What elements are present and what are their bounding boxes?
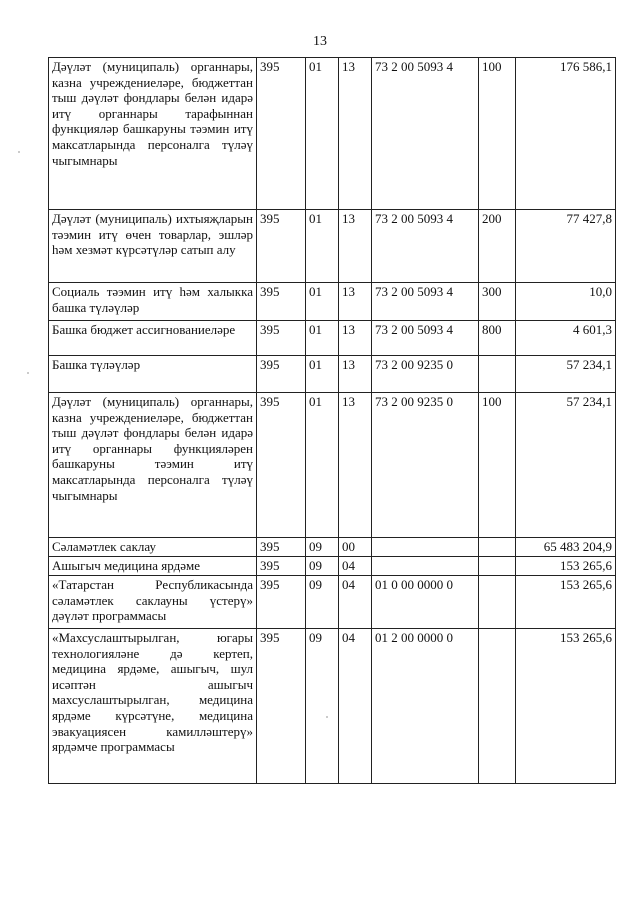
table-row	[49, 629, 616, 784]
row-name-cell: «Махсуслаштырылган, югары технологияләне дә кертеп, медицина ярдәме, ашыгыч, шул исәптән ашыгыч махсуслаштырылган, медицина ярдәме күрсәтүне, медицина эвакуациясен камилләштерү» ярдәмче программасы	[49, 629, 257, 784]
expense-type-cell: 200	[479, 210, 516, 283]
page-number: 13	[313, 34, 327, 49]
expense-type-cell	[479, 356, 516, 393]
subsection-code-cell: 13	[339, 283, 372, 321]
ministry-code-cell: 395	[257, 283, 306, 321]
table-row	[49, 321, 616, 356]
section-code-cell: 01	[306, 321, 339, 356]
row-name-cell: Сәламәтлек саклау	[49, 538, 257, 557]
amount-cell: 65 483 204,9	[516, 538, 616, 557]
subsection-code-cell: 00	[339, 538, 372, 557]
amount-cell: 153 265,6	[516, 557, 616, 576]
target-article-cell	[372, 538, 479, 557]
expense-type-cell	[479, 557, 516, 576]
amount-cell: 153 265,6	[516, 629, 616, 784]
subsection-code-cell: 13	[339, 210, 372, 283]
row-name-cell: Дәүләт (муниципаль) органнары, казна учреждениеләре, бюджеттан тыш дәүләт фондлары белән идарә итү органнары функцияләрен башкаруны тәэмин итү максатларында персоналга түләү чыгымнары	[49, 393, 257, 538]
ministry-code-cell: 395	[257, 321, 306, 356]
target-article-cell: 73 2 00 5093 4	[372, 321, 479, 356]
target-article-cell	[372, 557, 479, 576]
target-article-cell: 73 2 00 5093 4	[372, 283, 479, 321]
section-code-cell: 09	[306, 576, 339, 629]
row-name-cell: «Татарстан Республикасында сәламәтлек саклауны үстерү» дәүләт программасы	[49, 576, 257, 629]
amount-cell: 4 601,3	[516, 321, 616, 356]
expense-type-cell	[479, 576, 516, 629]
subsection-code-cell: 04	[339, 557, 372, 576]
ministry-code-cell: 395	[257, 58, 306, 210]
subsection-code-cell: 13	[339, 58, 372, 210]
ministry-code-cell: 395	[257, 210, 306, 283]
target-article-cell: 73 2 00 5093 4	[372, 58, 479, 210]
row-name-cell: Ашыгыч медицина ярдәме	[49, 557, 257, 576]
table-row	[49, 538, 616, 557]
amount-cell: 77 427,8	[516, 210, 616, 283]
section-code-cell: 09	[306, 629, 339, 784]
subsection-code-cell: 04	[339, 576, 372, 629]
section-code-cell: 09	[306, 557, 339, 576]
target-article-cell: 73 2 00 5093 4	[372, 210, 479, 283]
expense-type-cell	[479, 538, 516, 557]
section-code-cell: 09	[306, 538, 339, 557]
table-row	[49, 58, 616, 210]
ministry-code-cell: 395	[257, 538, 306, 557]
budget-table	[48, 57, 616, 784]
expense-type-cell: 100	[479, 393, 516, 538]
amount-cell: 57 234,1	[516, 393, 616, 538]
subsection-code-cell: 04	[339, 629, 372, 784]
expense-type-cell: 800	[479, 321, 516, 356]
row-name-cell: Башка түләүләр	[49, 356, 257, 393]
row-name-cell: Дәүләт (муниципаль) органнары, казна учреждениеләре, бюджеттан тыш дәүләт фондлары белән идарә итү органнары тарафыннан функцияләр башкаруны тәэмин итү максатларында персоналга түләү чыгымнары	[49, 58, 257, 210]
subsection-code-cell: 13	[339, 393, 372, 538]
ministry-code-cell: 395	[257, 356, 306, 393]
table-row	[49, 393, 616, 538]
target-article-cell: 73 2 00 9235 0	[372, 393, 479, 538]
table-row	[49, 210, 616, 283]
section-code-cell: 01	[306, 393, 339, 538]
row-name-cell: Социаль тәэмин итү һәм халыкка башка түләүләр	[49, 283, 257, 321]
expense-type-cell: 300	[479, 283, 516, 321]
scan-speck	[18, 151, 20, 153]
ministry-code-cell: 395	[257, 557, 306, 576]
amount-cell: 57 234,1	[516, 356, 616, 393]
section-code-cell: 01	[306, 356, 339, 393]
row-name-cell: Дәүләт (муниципаль) ихтыяҗларын тәэмин итү өчен товарлар, эшләр һәм хезмәт күрсәтүләр сатып алу	[49, 210, 257, 283]
table-row	[49, 283, 616, 321]
expense-type-cell: 100	[479, 58, 516, 210]
table-row	[49, 557, 616, 576]
subsection-code-cell: 13	[339, 321, 372, 356]
ministry-code-cell: 395	[257, 629, 306, 784]
amount-cell: 153 265,6	[516, 576, 616, 629]
scan-speck	[27, 372, 29, 374]
table-row	[49, 576, 616, 629]
section-code-cell: 01	[306, 210, 339, 283]
row-name-cell: Башка бюджет ассигнованиеләре	[49, 321, 257, 356]
subsection-code-cell: 13	[339, 356, 372, 393]
target-article-cell: 73 2 00 9235 0	[372, 356, 479, 393]
section-code-cell: 01	[306, 283, 339, 321]
ministry-code-cell: 395	[257, 576, 306, 629]
target-article-cell: 01 0 00 0000 0	[372, 576, 479, 629]
scan-speck	[326, 716, 328, 718]
amount-cell: 10,0	[516, 283, 616, 321]
target-article-cell: 01 2 00 0000 0	[372, 629, 479, 784]
expense-type-cell	[479, 629, 516, 784]
ministry-code-cell: 395	[257, 393, 306, 538]
amount-cell: 176 586,1	[516, 58, 616, 210]
table-row	[49, 356, 616, 393]
section-code-cell: 01	[306, 58, 339, 210]
